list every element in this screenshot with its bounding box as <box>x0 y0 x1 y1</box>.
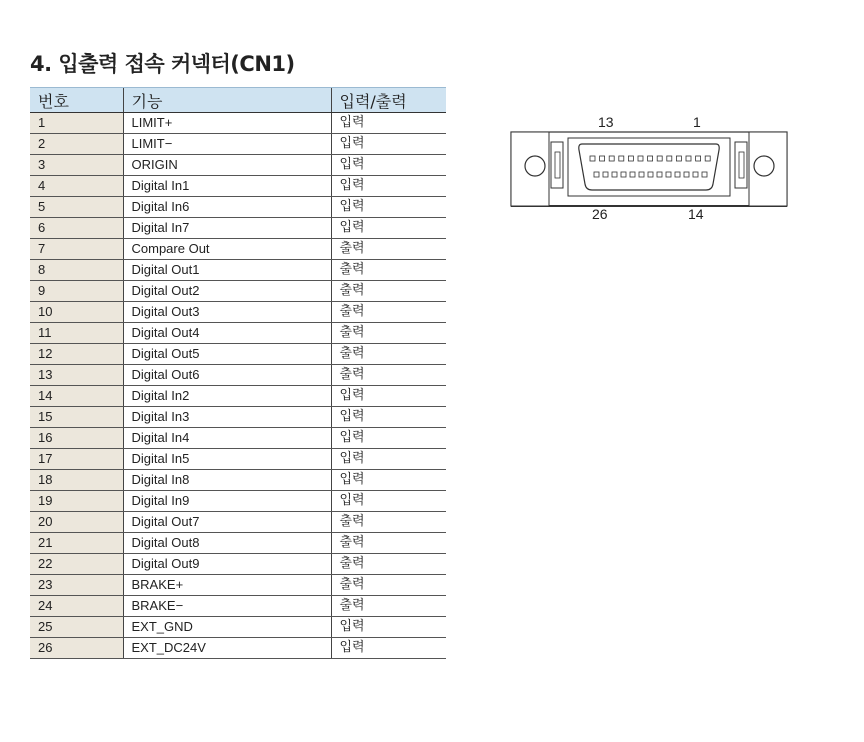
pin-function: LIMIT− <box>123 134 331 155</box>
table-row <box>30 260 446 281</box>
pin-contact <box>600 156 605 161</box>
header-function: 기능 <box>123 88 331 113</box>
table-row <box>30 407 446 428</box>
pin-contact <box>609 156 614 161</box>
pin-number: 2 <box>30 134 123 155</box>
pin-direction: 입력 <box>331 449 446 470</box>
pin-direction: 입력 <box>331 176 446 197</box>
pin-function: Digital Out1 <box>123 260 331 281</box>
pin-number: 26 <box>30 638 123 659</box>
table-row <box>30 617 446 638</box>
pin-function: EXT_GND <box>123 617 331 638</box>
pin-direction: 출력 <box>331 239 446 260</box>
table-row <box>30 239 446 260</box>
pin-function: LIMIT+ <box>123 113 331 134</box>
pin-direction: 출력 <box>331 554 446 575</box>
pin-contact <box>594 172 599 177</box>
pin-function: ORIGIN <box>123 155 331 176</box>
pin-contact <box>676 156 681 161</box>
pin-direction: 입력 <box>331 638 446 659</box>
pin-function: Digital In3 <box>123 407 331 428</box>
pin-number: 7 <box>30 239 123 260</box>
pin-function: Digital In8 <box>123 470 331 491</box>
pin-function: Digital In9 <box>123 491 331 512</box>
pin-contact <box>705 156 710 161</box>
pin-number: 15 <box>30 407 123 428</box>
pin-contact <box>648 172 653 177</box>
pin-function: Digital Out2 <box>123 281 331 302</box>
pin-contact <box>657 156 662 161</box>
pin-number: 6 <box>30 218 123 239</box>
table-row <box>30 281 446 302</box>
pin-number: 5 <box>30 197 123 218</box>
table-row <box>30 386 446 407</box>
pin-number: 16 <box>30 428 123 449</box>
pin-function: EXT_DC24V <box>123 638 331 659</box>
pin-number: 14 <box>30 386 123 407</box>
table-row <box>30 533 446 554</box>
pin-label-14: 14 <box>688 206 704 222</box>
table-row <box>30 323 446 344</box>
pin-number: 21 <box>30 533 123 554</box>
pin-contact <box>675 172 680 177</box>
pin-function: Digital In7 <box>123 218 331 239</box>
pin-number: 23 <box>30 575 123 596</box>
pin-number: 25 <box>30 617 123 638</box>
pin-function: Digital Out8 <box>123 533 331 554</box>
pin-direction: 출력 <box>331 344 446 365</box>
table-row <box>30 575 446 596</box>
pin-direction: 입력 <box>331 491 446 512</box>
table-row <box>30 512 446 533</box>
table-row <box>30 302 446 323</box>
pin-function: Digital Out5 <box>123 344 331 365</box>
pin-contact <box>621 172 626 177</box>
pin-function: Digital Out7 <box>123 512 331 533</box>
header-io: 입력/출력 <box>331 88 446 113</box>
pin-number: 4 <box>30 176 123 197</box>
pin-function: Compare Out <box>123 239 331 260</box>
pin-direction: 출력 <box>331 323 446 344</box>
pin-contact <box>619 156 624 161</box>
pin-contact <box>603 172 608 177</box>
pin-contact <box>612 172 617 177</box>
pin-direction: 입력 <box>331 155 446 176</box>
pin-number: 11 <box>30 323 123 344</box>
pin-number: 19 <box>30 491 123 512</box>
pin-direction: 입력 <box>331 197 446 218</box>
pin-label-26: 26 <box>592 206 608 222</box>
pin-socket <box>579 144 719 190</box>
table-row <box>30 554 446 575</box>
table-row <box>30 218 446 239</box>
table-row <box>30 428 446 449</box>
pin-function: Digital In2 <box>123 386 331 407</box>
section-title: 4. 입출력 접속 커넥터(CN1) <box>30 52 295 76</box>
pin-direction: 출력 <box>331 365 446 386</box>
pin-function: Digital In4 <box>123 428 331 449</box>
table-row <box>30 344 446 365</box>
pin-function: Digital Out9 <box>123 554 331 575</box>
pin-contact <box>696 156 701 161</box>
pin-function: Digital Out3 <box>123 302 331 323</box>
table-row <box>30 113 446 134</box>
pin-number: 3 <box>30 155 123 176</box>
pin-table-body <box>30 113 446 659</box>
pin-direction: 입력 <box>331 470 446 491</box>
header-number: 번호 <box>30 88 123 113</box>
pin-direction: 입력 <box>331 617 446 638</box>
pin-table <box>30 87 446 659</box>
pin-direction: 입력 <box>331 428 446 449</box>
pin-contact <box>648 156 653 161</box>
pin-contact <box>628 156 633 161</box>
pin-label-13: 13 <box>598 114 614 130</box>
table-row <box>30 638 446 659</box>
pin-number: 12 <box>30 344 123 365</box>
pin-contact <box>684 172 689 177</box>
table-row <box>30 596 446 617</box>
pin-contact <box>666 172 671 177</box>
pin-direction: 출력 <box>331 596 446 617</box>
pin-direction: 입력 <box>331 386 446 407</box>
pin-direction: 입력 <box>331 407 446 428</box>
pin-function: Digital In5 <box>123 449 331 470</box>
table-row <box>30 176 446 197</box>
pin-function: BRAKE− <box>123 596 331 617</box>
pin-direction: 입력 <box>331 218 446 239</box>
table-row <box>30 449 446 470</box>
pin-contact <box>667 156 672 161</box>
table-row <box>30 470 446 491</box>
pin-contact <box>639 172 644 177</box>
pin-label-1: 1 <box>693 114 701 130</box>
pin-number: 9 <box>30 281 123 302</box>
pin-number: 24 <box>30 596 123 617</box>
pin-contact <box>657 172 662 177</box>
table-row <box>30 134 446 155</box>
pin-direction: 출력 <box>331 575 446 596</box>
pin-number: 8 <box>30 260 123 281</box>
pin-direction: 출력 <box>331 533 446 554</box>
cn1-connector-diagram <box>508 110 790 222</box>
table-row <box>30 365 446 386</box>
table-row <box>30 155 446 176</box>
pin-direction: 출력 <box>331 302 446 323</box>
pin-number: 20 <box>30 512 123 533</box>
pin-contact <box>702 172 707 177</box>
table-row <box>30 491 446 512</box>
pin-function: Digital In1 <box>123 176 331 197</box>
pin-direction: 출력 <box>331 260 446 281</box>
pin-contact <box>686 156 691 161</box>
right-mount-hole <box>754 156 774 176</box>
pin-function: BRAKE+ <box>123 575 331 596</box>
left-mount-hole <box>525 156 545 176</box>
pin-contact <box>638 156 643 161</box>
pin-function: Digital In6 <box>123 197 331 218</box>
pin-number: 17 <box>30 449 123 470</box>
pin-direction: 입력 <box>331 113 446 134</box>
pin-number: 1 <box>30 113 123 134</box>
pin-direction: 입력 <box>331 134 446 155</box>
table-row <box>30 197 446 218</box>
pin-function: Digital Out4 <box>123 323 331 344</box>
pin-direction: 출력 <box>331 512 446 533</box>
pin-contact <box>693 172 698 177</box>
pin-number: 18 <box>30 470 123 491</box>
pin-contact <box>630 172 635 177</box>
pin-direction: 출력 <box>331 281 446 302</box>
table-header-row <box>30 88 446 113</box>
pin-number: 13 <box>30 365 123 386</box>
pin-contact <box>590 156 595 161</box>
pin-function: Digital Out6 <box>123 365 331 386</box>
pin-number: 10 <box>30 302 123 323</box>
pin-number: 22 <box>30 554 123 575</box>
